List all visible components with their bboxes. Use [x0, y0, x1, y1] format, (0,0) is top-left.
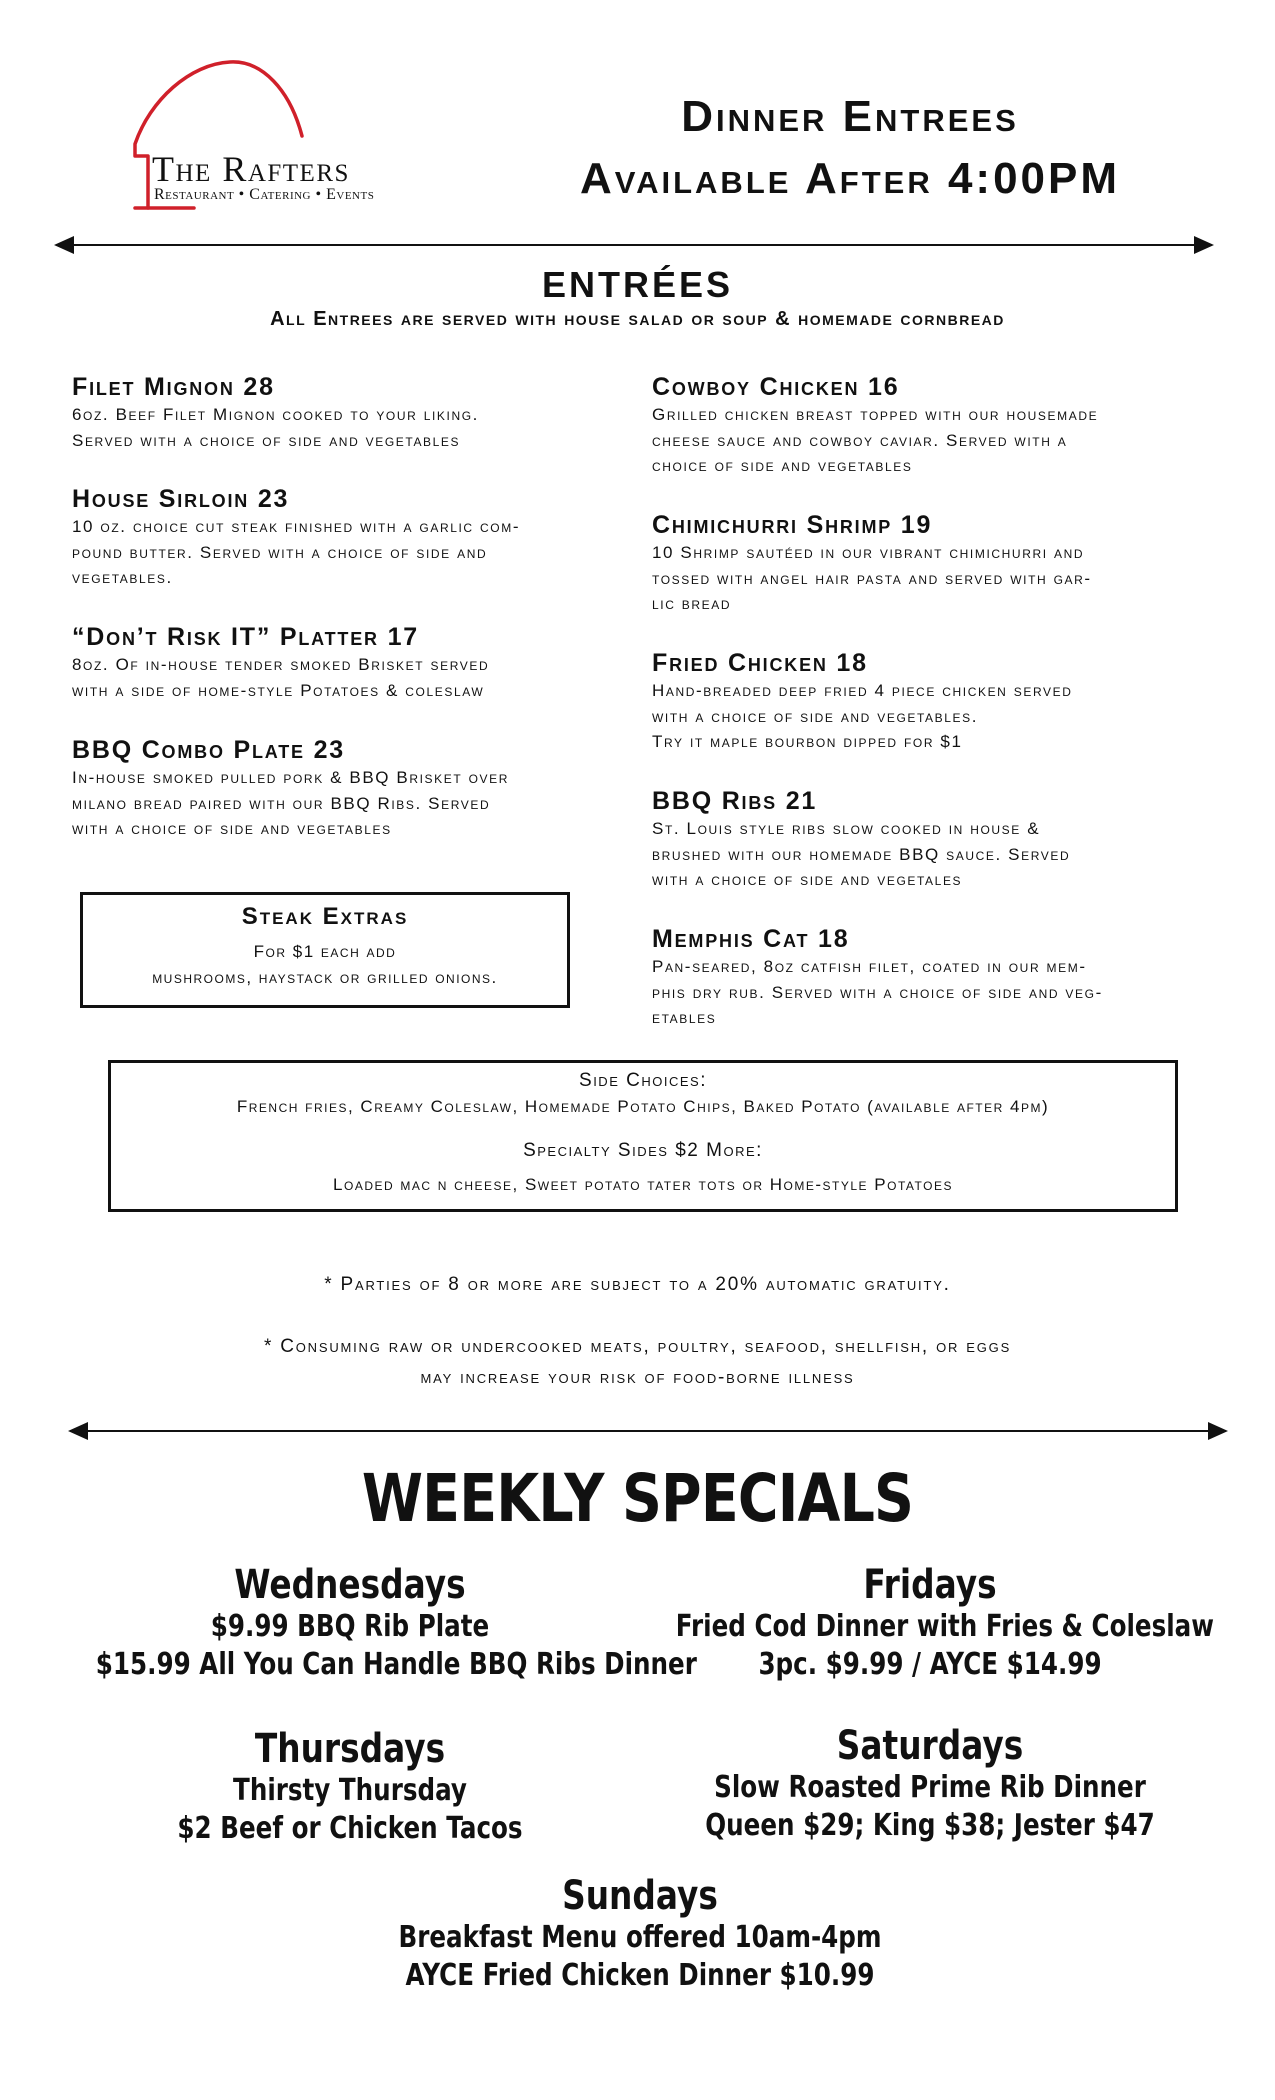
special-line: $2 Beef or Chicken Tacos [177, 1811, 523, 1846]
item-desc-line: etables [652, 1008, 717, 1027]
item-desc-line: with a choice of side and vegetales [652, 870, 963, 889]
top-divider-arrow [56, 244, 1212, 246]
side-choices-box [108, 1060, 1178, 1212]
special-friday [620, 1562, 1240, 1684]
item-desc-line: with a side of home-style Potatoes & coleslaw [72, 680, 485, 700]
restaurant-logo [130, 58, 470, 218]
item-name: “Don’t Risk IT” Platter 17 [72, 623, 419, 651]
item-name: Chimichurri Shrimp 19 [652, 511, 933, 539]
menu-item [652, 648, 1222, 755]
weekly-specials-title: WEEKLY SPECIALS [361, 1460, 914, 1537]
special-line: Thirsty Thursday [233, 1773, 467, 1808]
special-day: Fridays [863, 1562, 997, 1608]
special-line: $9.99 BBQ Rib Plate [210, 1609, 490, 1644]
menu-item [652, 372, 1222, 479]
item-desc-line: lic bread [652, 594, 732, 613]
entrees-subtitle: All Entrees are served with house salad or soup & homemade cornbread [270, 308, 1005, 330]
item-desc-line: 6oz. Beef Filet Mignon cooked to your liking. [72, 405, 479, 424]
menu-item [652, 924, 1222, 1031]
item-desc-line: Pan-seared, 8oz catfish filet, coated in our mem- [652, 957, 1087, 976]
header-title-line2: Available After 4:00PM [579, 154, 1121, 203]
item-name: Cowboy Chicken 16 [652, 373, 900, 401]
item-desc-line: with a choice of side and vegetables [72, 819, 392, 838]
steak-extras-box [80, 892, 570, 1008]
bottom-divider-arrow [70, 1430, 1226, 1432]
special-line: Slow Roasted Prime Rib Dinner [714, 1770, 1146, 1805]
specialty-sides-title: Specialty Sides $2 More: [523, 1140, 763, 1161]
item-desc-line: choice of side and vegetables [652, 456, 913, 475]
steak-extras-title: Steak Extras [241, 903, 409, 930]
special-saturday [620, 1723, 1240, 1845]
food-safety-note-line2: may increase your risk of food-borne illness [420, 1367, 855, 1388]
item-desc-line: Hand-breaded deep fried 4 piece chicken served [652, 681, 1073, 700]
gratuity-note: * Parties of 8 or more are subject to a 20% automatic gratuity. [324, 1274, 951, 1295]
special-day: Saturdays [836, 1723, 1024, 1769]
item-desc-line: Try it maple bourbon dipped for $1 [652, 732, 963, 751]
special-thursday [40, 1726, 660, 1848]
item-desc-line: cheese sauce and cowboy caviar. Served with a [652, 430, 1068, 450]
food-safety-note-line1: * Consuming raw or undercooked meats, poultry, seafood, shellfish, or eggs [263, 1336, 1012, 1357]
menu-item [72, 735, 632, 842]
special-wednesday [40, 1562, 697, 1684]
menu-item [72, 372, 632, 453]
item-name: House Sirloin 23 [72, 485, 290, 513]
entrees-title: ENTRÉES [541, 264, 734, 305]
side-choices-title: Side Choices: [579, 1070, 707, 1091]
item-desc-line: 10 oz. choice cut steak finished with a garlic com- [72, 517, 521, 536]
special-sunday [320, 1873, 960, 1995]
item-desc-line: Grilled chicken breast topped with our housemade [652, 405, 1099, 424]
special-day: Wednesdays [234, 1562, 466, 1608]
item-name: BBQ Combo Plate 23 [72, 736, 345, 764]
item-desc-line: 10 Shrimp sautéed in our vibrant chimichurri and [652, 543, 1085, 562]
menu-item [72, 484, 632, 591]
special-line: Fried Cod Dinner with Fries & Coleslaw [675, 1609, 1215, 1644]
item-desc-line: 8oz. Of in-house tender smoked Brisket served [72, 655, 490, 674]
item-desc-line: Served with a choice of side and vegetables [72, 430, 461, 450]
specialty-sides-list: Loaded mac n cheese, Sweet potato tater tots or Home-style Potatoes [333, 1175, 953, 1194]
item-desc-line: tossed with angel hair pasta and served with gar- [652, 568, 1092, 588]
item-desc-line: milano bread paired with our BBQ Ribs. Served [72, 793, 491, 813]
item-name: Filet Mignon 28 [72, 373, 275, 401]
item-desc-line: pound butter. Served with a choice of side and [72, 542, 488, 562]
item-desc-line: with a choice of side and vegetables. [652, 706, 979, 726]
side-choices-list: French fries, Creamy Coleslaw, Homemade Potato Chips, Baked Potato (available after 4pm) [236, 1097, 1050, 1116]
item-desc-line: In-house smoked pulled pork & BBQ Brisket over [72, 768, 510, 787]
menu-item [652, 510, 1222, 617]
item-name: Fried Chicken 18 [652, 649, 868, 677]
special-day: Thursdays [254, 1726, 446, 1772]
special-line: AYCE Fried Chicken Dinner $10.99 [405, 1958, 875, 1993]
steak-extras-line: For $1 each add [253, 942, 397, 961]
item-name: BBQ Ribs 21 [652, 787, 818, 815]
menu-item [72, 622, 632, 703]
item-desc-line: vegetables. [72, 568, 173, 587]
special-line: Breakfast Menu offered 10am-4pm [398, 1920, 882, 1955]
item-name: Memphis Cat 18 [652, 925, 850, 953]
special-line: Queen $29; King $38; Jester $47 [705, 1808, 1155, 1843]
item-desc-line: St. Louis style ribs slow cooked in house & [652, 819, 1041, 838]
item-desc-line: phis dry rub. Served with a choice of side and veg- [652, 982, 1103, 1002]
logo-tagline: Restaurant • Catering • Events [154, 186, 375, 203]
logo-name: The Rafters [152, 149, 350, 189]
special-line: $15.99 All You Can Handle BBQ Ribs Dinner [95, 1647, 697, 1682]
special-day: Sundays [562, 1873, 718, 1919]
header-title-line1: Dinner Entrees [681, 92, 1019, 141]
menu-item [652, 786, 1222, 893]
special-line: 3pc. $9.99 / AYCE $14.99 [758, 1647, 1102, 1682]
item-desc-line: brushed with our homemade BBQ sauce. Served [652, 844, 1071, 864]
steak-extras-line: mushrooms, haystack or grilled onions. [152, 968, 498, 987]
